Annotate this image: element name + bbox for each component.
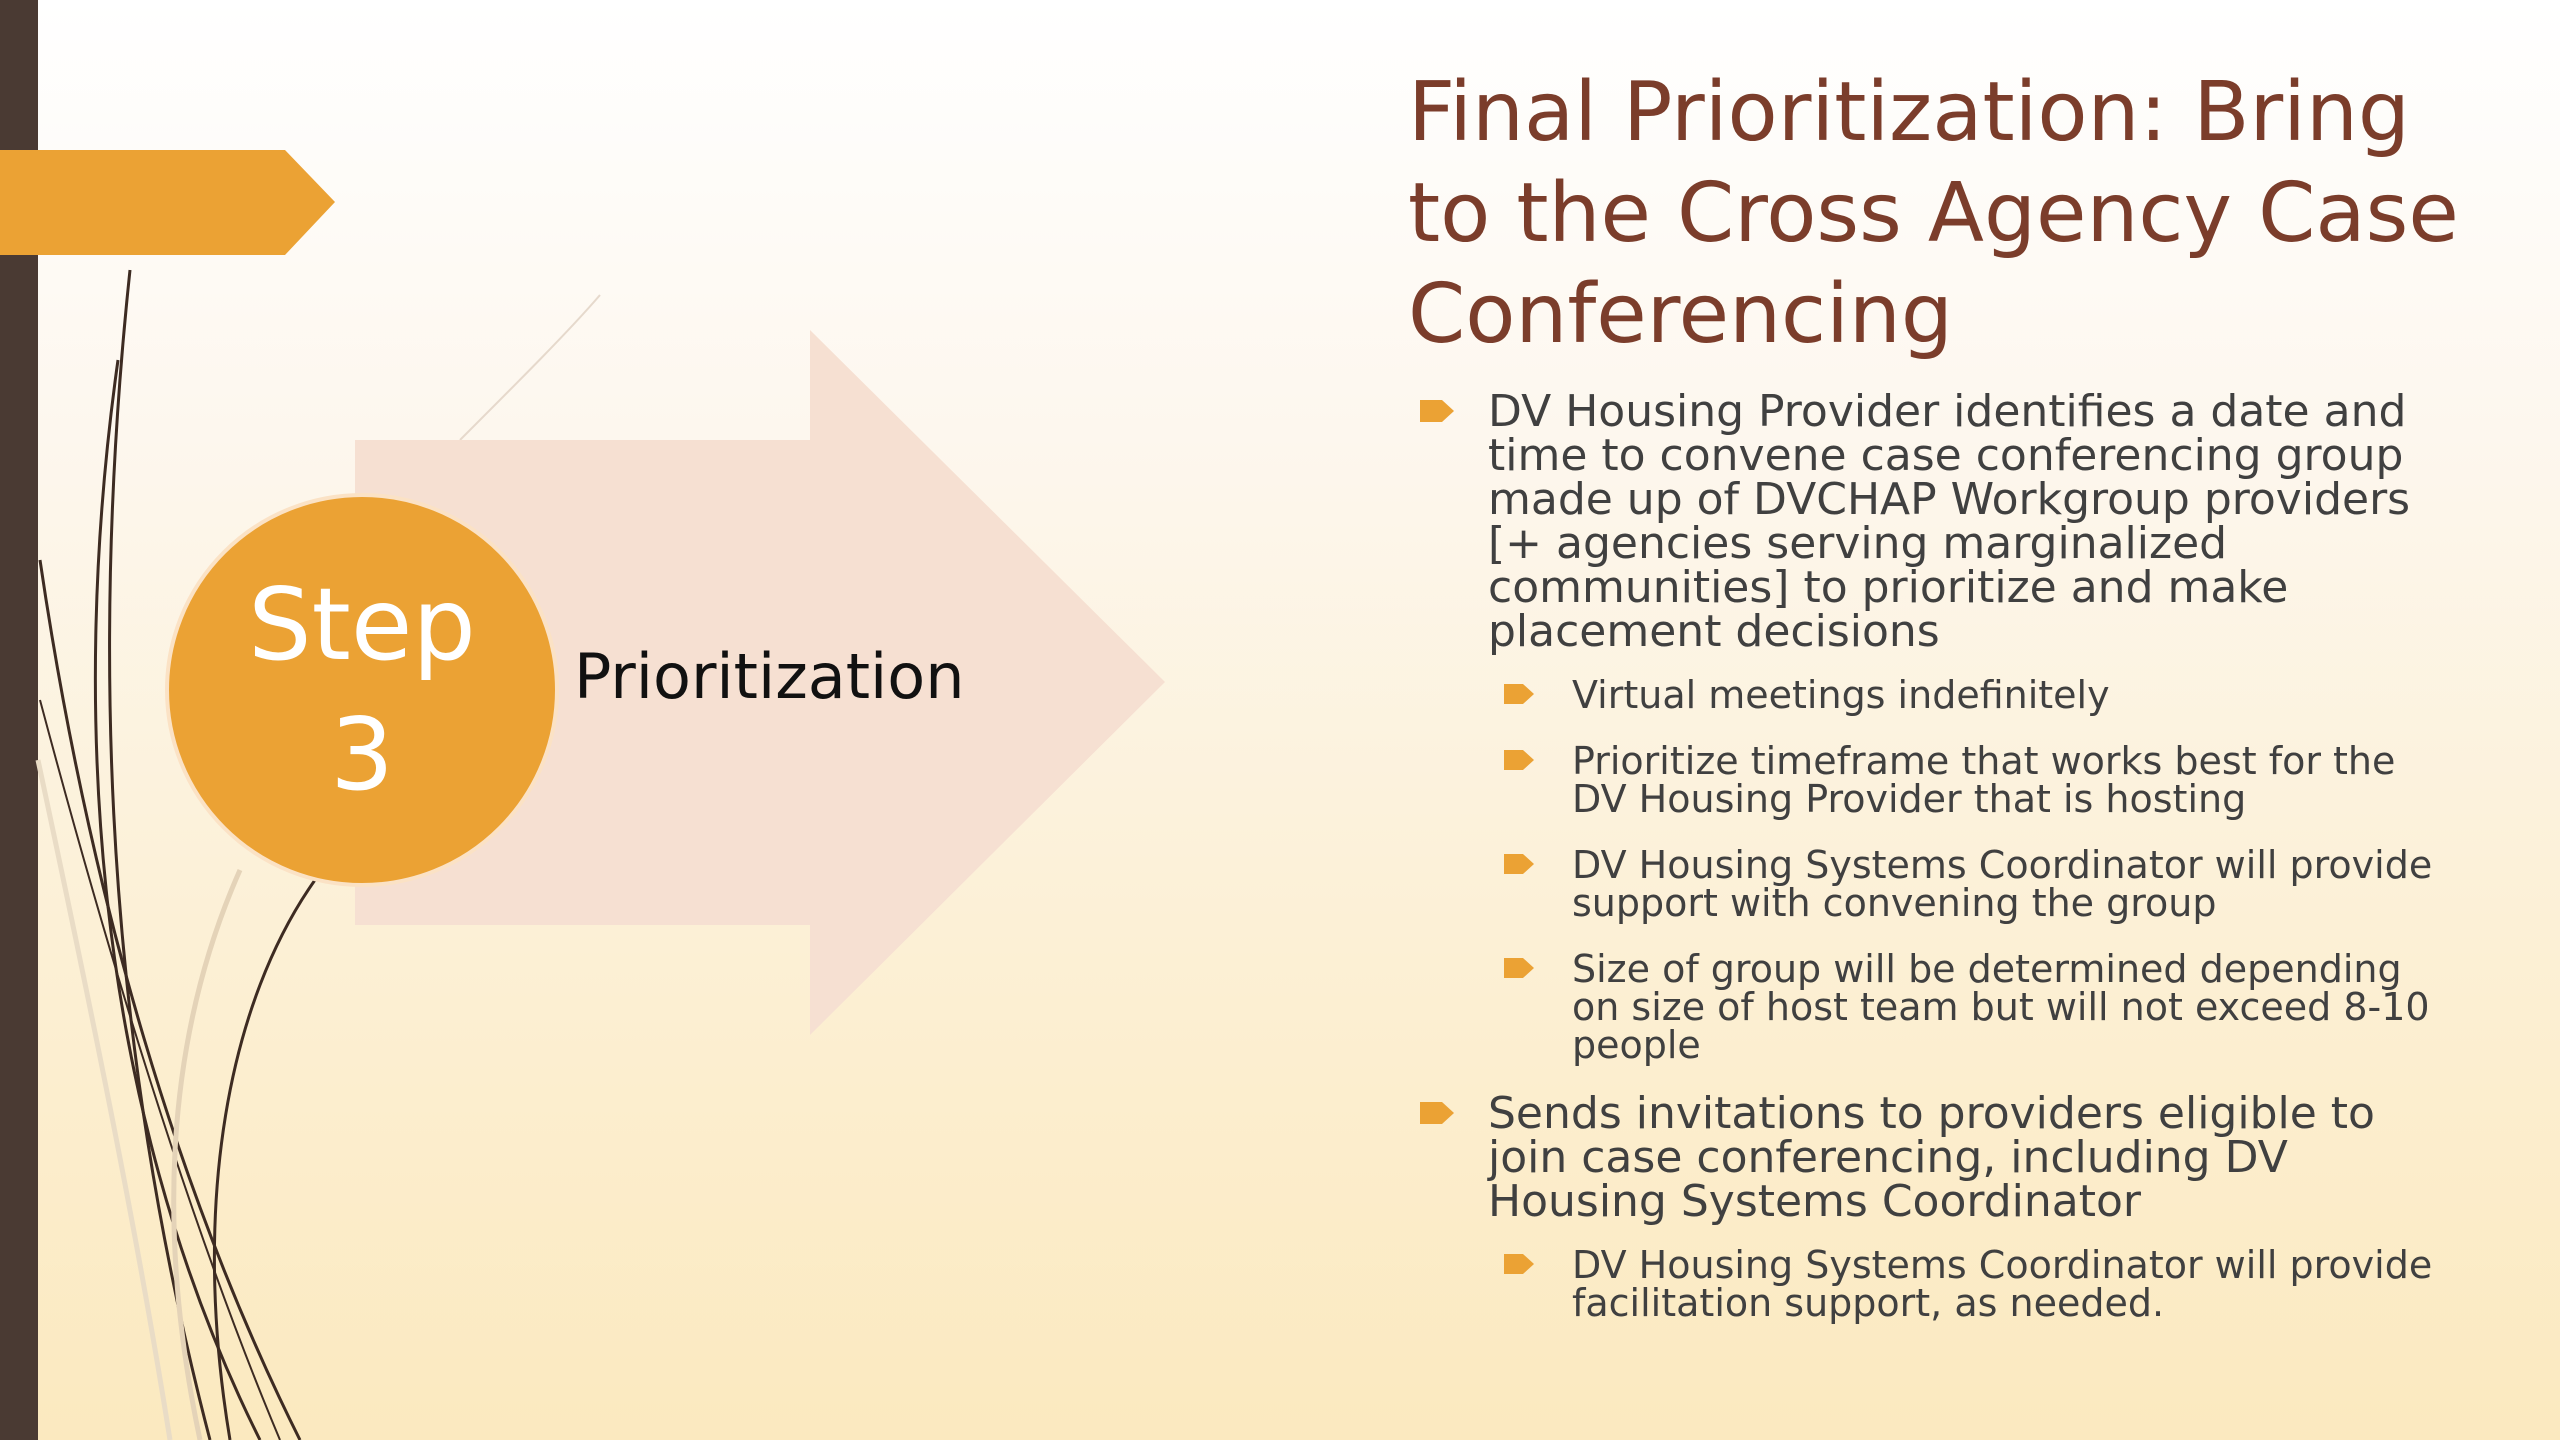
sub-bullet-item	[1504, 843, 2440, 925]
bullet-arrow-icon	[1420, 1102, 1454, 1124]
sub-bullet-item	[1504, 673, 2440, 717]
bullet-item	[1420, 386, 2440, 657]
bullet-arrow-icon	[1504, 684, 1534, 704]
step-label: Prioritization	[574, 640, 965, 713]
bullet-arrow-icon	[1504, 854, 1534, 874]
bullet-list	[1420, 386, 2440, 1350]
sub-bullet-item	[1504, 1243, 2440, 1325]
sub-bullet-item	[1504, 739, 2440, 821]
step-number: 3	[330, 696, 394, 813]
sub-bullet-item	[1504, 947, 2440, 1067]
bullet-item	[1420, 1088, 2440, 1227]
bullet-arrow-icon	[1420, 400, 1454, 422]
sub-bullet-text: DV Housing Systems Coordinator will provide support with convening the group	[1572, 843, 2433, 925]
step-word: Step	[248, 566, 476, 683]
corner-arrow-shape	[0, 150, 335, 255]
bullet-arrow-icon	[1504, 958, 1534, 978]
sub-bullet-text: DV Housing Systems Coordinator will provide facilitation support, as needed.	[1572, 1243, 2433, 1325]
step-badge	[165, 493, 559, 887]
sub-bullet-text: Virtual meetings indefinitely	[1572, 673, 2110, 717]
sub-bullet-text: Prioritize timeframe that works best for the DV Housing Provider that is hosting	[1572, 739, 2396, 821]
sub-bullet-text: Size of group will be determined depending on size of host team but will not exceed 8-10 people	[1572, 947, 2430, 1067]
bullet-arrow-icon	[1504, 750, 1534, 770]
bullet-arrow-icon	[1504, 1254, 1534, 1274]
bullet-text: DV Housing Provider identifies a date and time to convene case conferencing group made up of DVCHAP Workgroup providers [+ agencies serving marginalized communities] to prioritize and make placement decisions	[1488, 386, 2411, 657]
bullet-text: Sends invitations to providers eligible to join case conferencing, including DV Housing Systems Coordinator	[1488, 1088, 2375, 1227]
slide-title: Final Prioritization: Bring to the Cross Agency Case Conferencing	[1408, 65, 2459, 362]
